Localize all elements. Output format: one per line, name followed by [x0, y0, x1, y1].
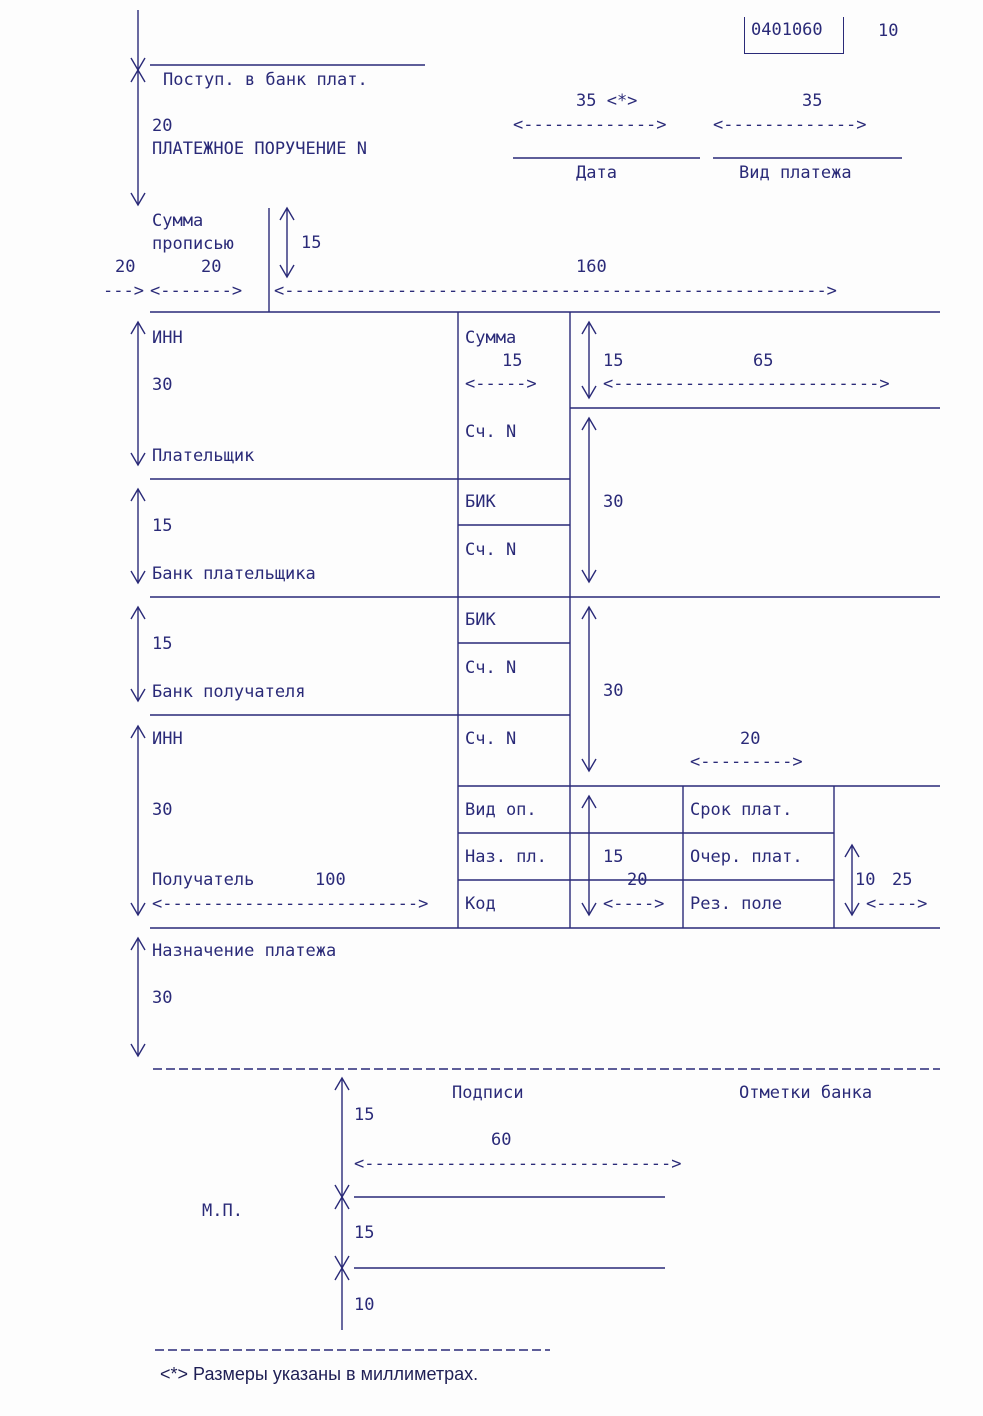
form-code-margin: 10	[878, 21, 899, 41]
mid-width-dimension: 20	[627, 870, 648, 890]
right-width-dimension: 25	[892, 870, 913, 890]
purpose-label: Назначение платежа	[152, 941, 337, 961]
sum-label: Сумма	[465, 328, 517, 348]
amount-words-height: 15	[301, 233, 322, 253]
payer-bank-bik-label: БИК	[465, 492, 496, 512]
payer-inn-label: ИНН	[152, 328, 183, 348]
signature-middle-gap: 15	[354, 1223, 375, 1243]
received-in-bank-label: Поступ. в банк плат.	[163, 70, 368, 90]
left-margin-dimension: 20	[115, 257, 136, 277]
payer-label: Плательщик	[152, 446, 255, 466]
naz-pl-label: Наз. пл.	[465, 847, 547, 867]
ocher-plat-label: Очер. плат.	[690, 847, 803, 867]
payment-type-width-dimension: 35	[802, 91, 823, 111]
bank-marks-title: Отметки банка	[739, 1083, 873, 1103]
payer-height: 30	[152, 375, 173, 395]
sum-field-arrow: <-------------------------->	[603, 374, 890, 394]
recipient-width-arrow: <------------------------->	[152, 894, 429, 914]
payer-bank-label: Банк плательщика	[152, 564, 316, 584]
label-width-dimension: 20	[201, 257, 222, 277]
recipient-bank-account-label: Сч. N	[465, 658, 517, 678]
sum-col-width: 15	[502, 351, 523, 371]
vid-op-label: Вид оп.	[465, 800, 537, 820]
right-width-arrow: <---->	[866, 894, 928, 914]
srok-plat-label: Срок плат.	[690, 800, 793, 820]
kod-label: Код	[465, 894, 496, 914]
payer-account-label: Сч. N	[465, 422, 517, 442]
payment-type-width-arrow: <------------->	[713, 115, 867, 135]
mid-height-dimension: 15	[603, 847, 624, 867]
footnote: <*> Размеры указаны в миллиметрах.	[160, 1364, 479, 1384]
sum-col-arrow: <----->	[465, 374, 537, 394]
recipient-bank-label: Банк получателя	[152, 682, 306, 702]
recipient-bank-height: 15	[152, 634, 173, 654]
field-width-arrow: <----------------------------------------------------->	[274, 281, 837, 301]
top-height-dimension: 20	[152, 116, 173, 136]
payment-type-label: Вид платежа	[739, 163, 852, 183]
form-code: 0401060	[751, 20, 823, 40]
form-title: ПЛАТЕЖНОЕ ПОРУЧЕНИЕ N	[152, 139, 367, 159]
recipient-width-dimension: 100	[315, 870, 346, 890]
stamp-label: М.П.	[202, 1201, 243, 1221]
left-margin-arrow: --->	[103, 281, 144, 301]
signatures-title: Подписи	[452, 1083, 524, 1103]
payer-bank-account-label: Сч. N	[465, 540, 517, 560]
date-width-arrow: <------------->	[513, 115, 667, 135]
purpose-height: 30	[152, 988, 173, 1008]
recipient-height: 30	[152, 800, 173, 820]
recipient-bank-bik-label: БИК	[465, 610, 496, 630]
signature-line-width: 60	[491, 1130, 512, 1150]
recipient-inn-label: ИНН	[152, 729, 183, 749]
recipient-label: Получатель	[152, 870, 255, 890]
recipient-bank-block-height: 30	[603, 681, 624, 701]
sum-field-width: 65	[753, 351, 774, 371]
signature-line-arrow: <------------------------------>	[354, 1154, 682, 1174]
date-label: Дата	[576, 163, 617, 183]
recipient-account-label: Сч. N	[465, 729, 517, 749]
signature-top-gap: 15	[354, 1105, 375, 1125]
srok-width-arrow: <--------->	[690, 752, 803, 772]
sum-height: 15	[603, 351, 624, 371]
amount-words-label-1: Сумма	[152, 211, 204, 231]
signature-bottom-gap: 10	[354, 1295, 375, 1315]
rez-pole-label: Рез. поле	[690, 894, 783, 914]
mid-width-arrow: <---->	[603, 894, 665, 914]
date-width-dimension: 35 <*>	[576, 91, 638, 111]
field-width-dimension: 160	[576, 257, 607, 277]
amount-words-label-2: прописью	[152, 234, 234, 254]
srok-width-dimension: 20	[740, 729, 761, 749]
payer-bank-height: 15	[152, 516, 173, 536]
payer-bank-block-height: 30	[603, 492, 624, 512]
label-width-arrow: <------->	[150, 281, 243, 301]
right-height-dimension: 10	[855, 870, 876, 890]
